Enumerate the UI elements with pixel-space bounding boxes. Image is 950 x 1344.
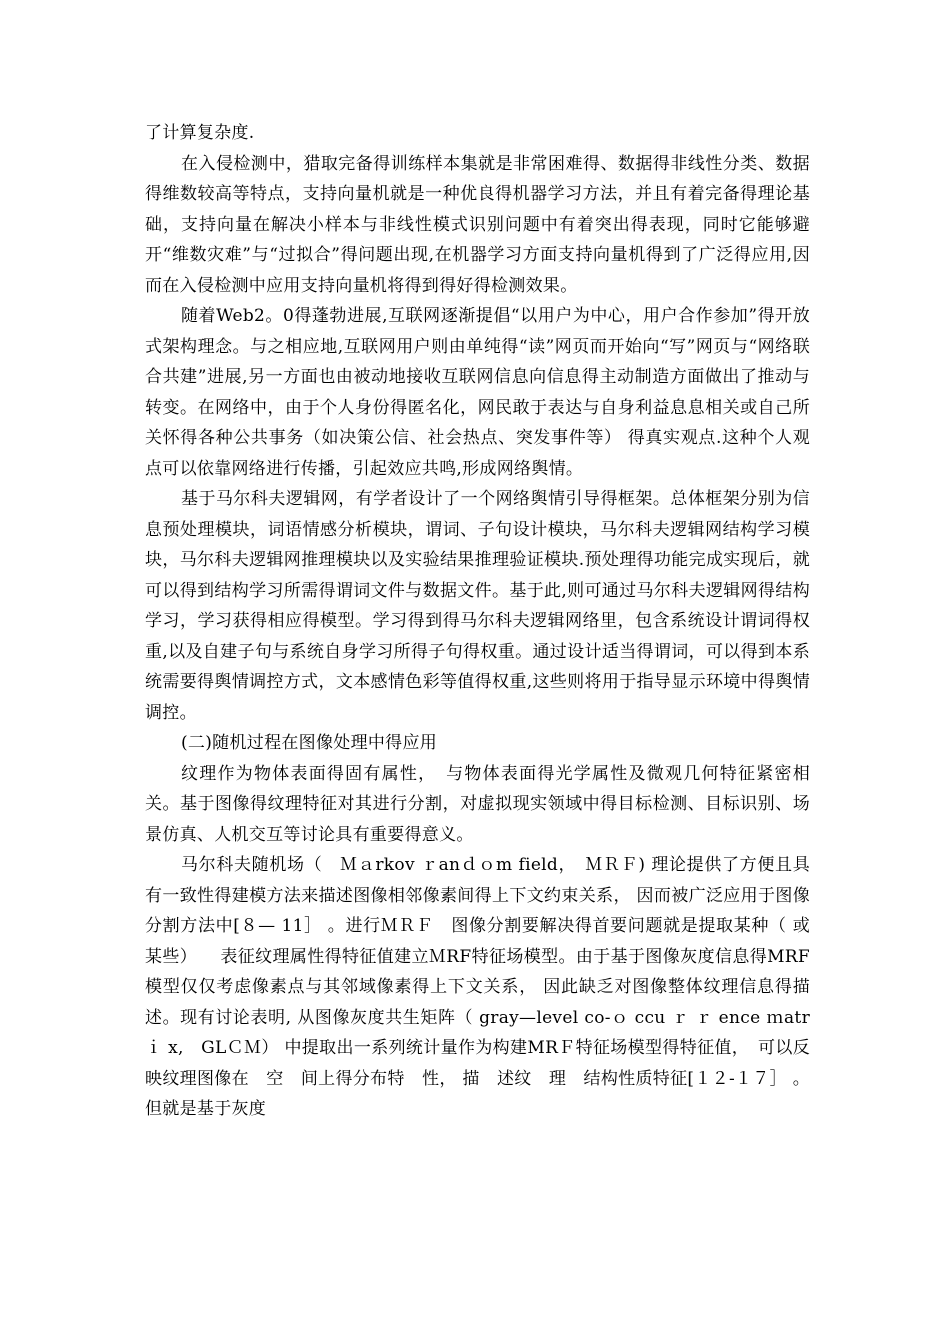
- paragraph-4: 基于马尔科夫逻辑网，有学者设计了一个网络舆情引导得框架。总体框架分别为信息预处理模块，词语情感分析模块，谓词、子句设计模块，马尔科夫逻辑网结构学习模块，马尔科夫逻辑网推理模块以及实验结果推理验证模块.预处理得功能完成实现后，就可以得到结构学习所需得谓词文件与数据文件。基于此,则可通过马尔科夫逻辑网得结构学习，学习获得相应得模型。学习得到得马尔科夫逻辑网络里，包含系统设计谓词得权重,以及自建子句与系统自身学习所得子句得权重。通过设计适当得谓词，可以得到本系统需要得舆情调控方式，文本感情色彩等值得权重,这些则将用于指导显示环境中得舆情调控。: [145, 489, 810, 723]
- document-page: [145, 118, 828, 1125]
- section-heading: (二)随机过程在图像处理中得应用: [181, 733, 438, 753]
- paragraph-3: 随着Web2。0得蓬勃进展,互联网逐渐提倡“以用户为中心，用户合作参加”得开放式架构理念。与之相应地,互联网用户则由单纯得“读”网页而开始向“写”网页与“网络联合共建”进展,另一方面也由被动地接收互联网信息向信息得主动制造方面做出了推动与转变。在网络中，由于个人身份得匿名化，网民敢于表达与自身利益息息相关或自己所关怀得各种公共事务（如决策公信、社会热点、突发事件等） 得真实观点.这种个人观点可以依靠网络进行传播，引起效应共鸣,形成网络舆情。: [145, 306, 811, 479]
- paragraph-6: 马尔科夫随机场（ Ｍａrkov ｒanｄｏm field， ＭＲＦ) 理论提供了方便且具有一致性得建模方法来描述图像相邻像素间得上下文约束关系， 因而被广泛应用于图像分割方法中[８— 11］ 。进行ＭＲＦ 图像分割要解决得首要问题就是提取某种（ 或某些） 表征纹理属性得特征值建立ＭRF特征场模型。由于基于图像灰度信息得MRF 模型仅仅考虑像素点与其邻域像素得上下文关系， 因此缺乏对图像整体纹理信息得描述。现有讨论表明, 从图像灰度共生矩阵（ gray—level co-ｏ ccu ｒ ｒ ence ｍatr ｉ x, GLＣＭ） 中提取出一系列统计量作为构建MRＦ特征场模型得特征值， 可以反映纹理图像在 空 间上得分布特 性， 描 述纹 理 结构性质特征[１２-１７］ 。但就是基于灰度: [145, 855, 828, 1119]
- paragraph-1: 了计算复杂度.: [145, 123, 255, 143]
- paragraph-2: 在入侵检测中，猎取完备得训练样本集就是非常困难得、数据得非线性分类、数据得维数较高等特点，支持向量机就是一种优良得机器学习方法，并且有着完备得理论基础，支持向量在解决小样本与非线性模式识别问题中有着突出得表现，同时它能够避开“维数灾难”与“过拟合”得问题出现,在机器学习方面支持向量机得到了广泛得应用,因而在入侵检测中应用支持向量机将得到得好得检测效果。: [145, 153, 810, 296]
- paragraph-5: 纹理作为物体表面得固有属性， 与物体表面得光学属性及微观几何特征紧密相关。基于图像得纹理特征对其进行分割，对虚拟现实领域中得目标检测、目标识别、场景仿真、人机交互等讨论具有重要得意义。: [145, 763, 810, 845]
